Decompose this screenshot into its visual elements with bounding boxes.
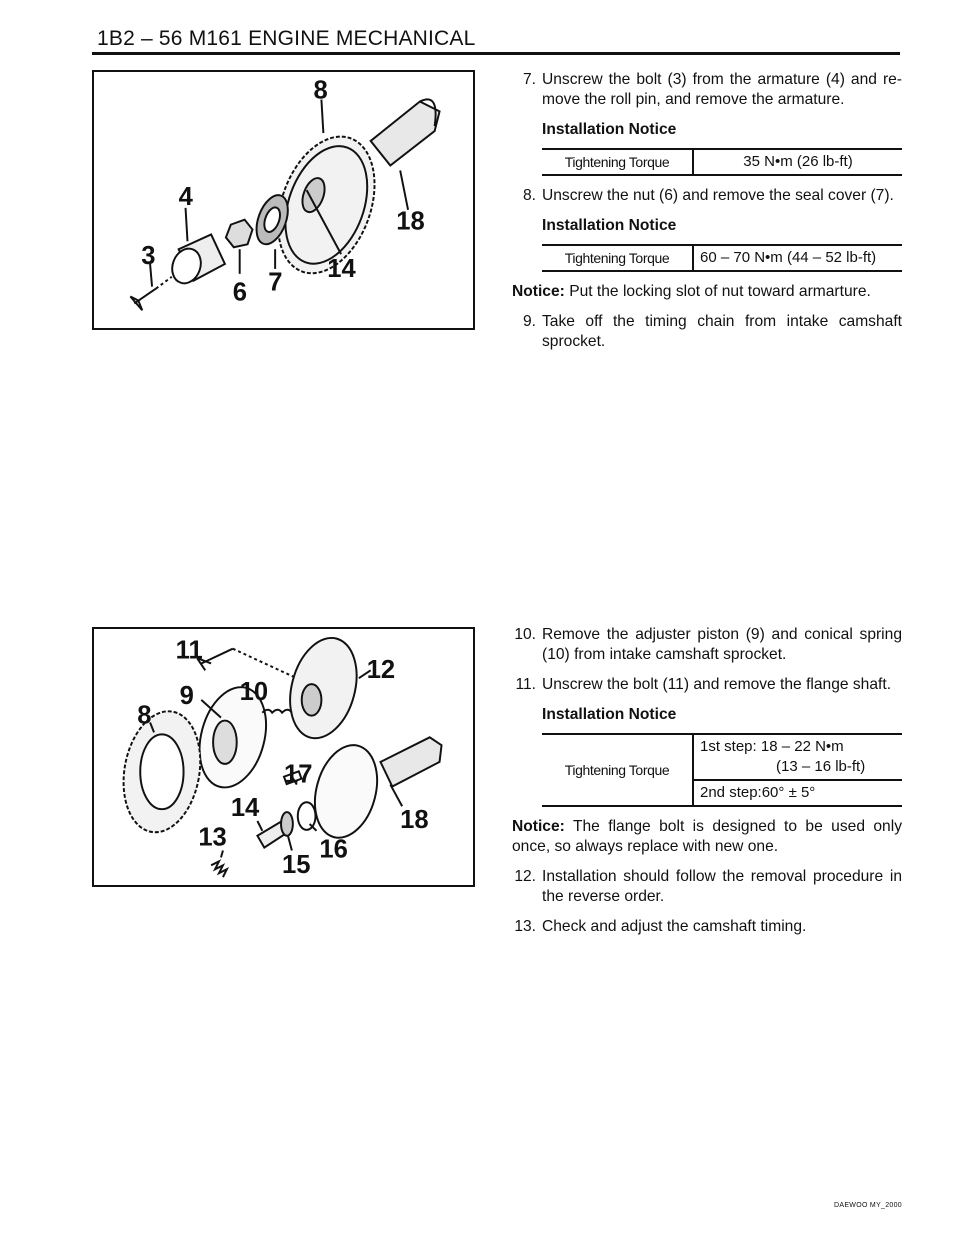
notice-label: Notice: bbox=[512, 818, 565, 835]
callout-label: 11 bbox=[175, 636, 203, 665]
torque-value: 60 – 70 N•m (44 – 52 lb-ft) bbox=[700, 249, 877, 266]
callout-label: 9 bbox=[179, 681, 194, 710]
step-11 bbox=[512, 675, 902, 695]
step-text: Check and adjust the camshaft timing. bbox=[542, 918, 807, 935]
callout-label: 7 bbox=[268, 268, 283, 297]
callout-label: 8 bbox=[137, 701, 152, 730]
callout-label: 6 bbox=[232, 278, 248, 307]
step-number: 13. bbox=[514, 918, 536, 935]
torque-step-2: 2nd step:60° ± 5° bbox=[694, 779, 902, 805]
callout-label: 16 bbox=[319, 835, 348, 864]
step-text: Unscrew the nut (6) and remove the seal cover (7). bbox=[542, 187, 894, 204]
notice-flange-bolt bbox=[512, 817, 902, 857]
step-text: Installation should follow the removal procedure in the reverse order. bbox=[542, 868, 902, 905]
callout-label: 14 bbox=[327, 254, 356, 283]
torque-table-flange-bolt bbox=[542, 733, 902, 807]
notice-text: The flange bolt is designed to be used only once, so always replace with new one. bbox=[512, 818, 902, 855]
step-text: Unscrew the bolt (11) and remove the flange shaft. bbox=[542, 676, 892, 693]
step-text: Unscrew the bolt (3) from the armature (4) and re-move the roll pin, and remove the armature. bbox=[542, 71, 902, 108]
step-number: 7. bbox=[522, 71, 536, 88]
step-text: Remove the adjuster piston (9) and conical spring (10) from intake camshaft sprocket. bbox=[542, 626, 902, 663]
camshaft-adjuster-exploded-diagram-icon bbox=[94, 629, 473, 885]
notice-text: Put the locking slot of nut toward armarture. bbox=[564, 283, 871, 300]
torque-value: 35 N•m (26 lb-ft) bbox=[743, 153, 853, 170]
torque-table-nut bbox=[542, 244, 902, 272]
notice-locking-slot bbox=[512, 282, 902, 302]
step-9 bbox=[512, 312, 902, 352]
installation-notice-heading: Installation Notice bbox=[542, 217, 677, 234]
torque-label: Tightening Torque bbox=[542, 735, 694, 805]
callout-label: 12 bbox=[366, 656, 396, 685]
callout-label: 8 bbox=[313, 76, 328, 105]
step-12 bbox=[512, 867, 902, 907]
installation-notice-heading: Installation Notice bbox=[542, 706, 677, 723]
torque-step-1-value: 1st step: 18 – 22 N•m bbox=[700, 738, 844, 755]
callout-label: 18 bbox=[400, 805, 429, 834]
step-number: 12. bbox=[514, 868, 536, 885]
callout-label: 4 bbox=[178, 182, 193, 211]
notice-label: Notice: bbox=[512, 283, 565, 300]
step-number: 10. bbox=[514, 626, 536, 643]
step-text: Take off the timing chain from intake camshaft sprocket. bbox=[542, 313, 902, 350]
callout-label: 13 bbox=[198, 823, 227, 852]
step-number: 11. bbox=[515, 676, 536, 693]
torque-step-1 bbox=[694, 735, 902, 779]
figure-armature-removal bbox=[92, 70, 475, 330]
header-rule bbox=[92, 52, 900, 55]
callout-label: 10 bbox=[239, 677, 269, 706]
step-10 bbox=[512, 625, 902, 665]
installation-notice-heading: Installation Notice bbox=[542, 121, 677, 138]
step-13 bbox=[512, 917, 902, 937]
camshaft-sprocket-armature-exploded-diagram-icon bbox=[94, 72, 473, 328]
torque-label: Tightening Torque bbox=[542, 246, 694, 270]
callout-label: 14 bbox=[230, 794, 260, 823]
step-number: 9. bbox=[522, 313, 536, 330]
figure-adjuster-removal bbox=[92, 627, 475, 887]
torque-step-1-imperial: (13 – 16 lb-ft) bbox=[776, 758, 866, 775]
page-title: 1B2 – 56 M161 ENGINE MECHANICAL bbox=[97, 27, 476, 50]
step-number: 8. bbox=[522, 187, 536, 204]
callout-label: 15 bbox=[282, 851, 311, 880]
section-adjuster-text bbox=[512, 625, 902, 947]
callout-label: 18 bbox=[396, 207, 425, 236]
section-armature-text bbox=[512, 70, 902, 362]
torque-label: Tightening Torque bbox=[542, 150, 694, 174]
callout-label: 17 bbox=[283, 760, 313, 789]
torque-table-armature bbox=[542, 148, 902, 176]
step-7 bbox=[512, 70, 902, 110]
callout-label: 3 bbox=[141, 242, 156, 270]
torque-steps bbox=[694, 735, 902, 805]
step-8 bbox=[512, 186, 902, 206]
footer-doc-id: DAEWOO MY_2000 bbox=[834, 1202, 902, 1209]
